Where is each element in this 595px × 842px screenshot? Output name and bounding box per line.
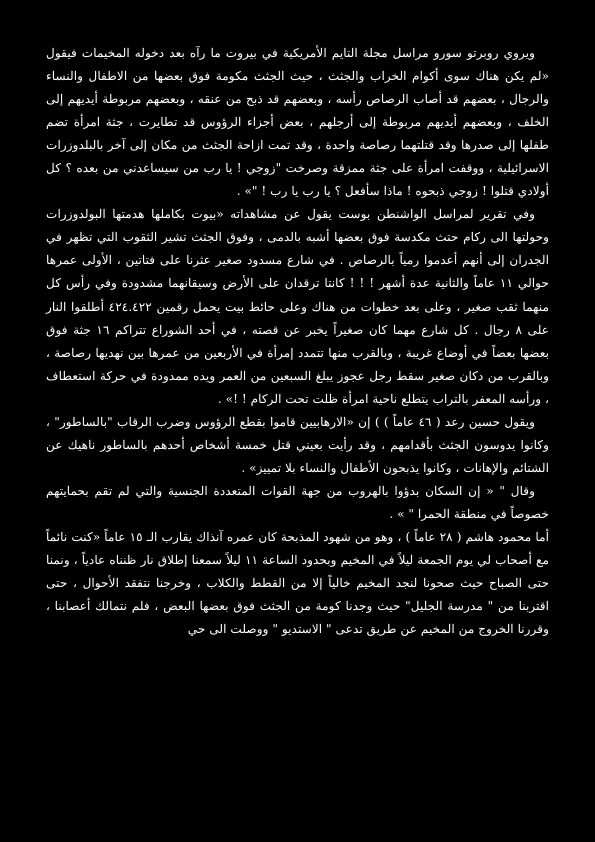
paragraph-3: ويقول حسين رعد ( ٤٦ عاماً ) ) إن «الارهابيين قاموا بقطع الرؤوس وضرب الرقاب "بالساطور" ، وكانوا يدوسون الجثث بأقدامهم ، وقد رأيت بعيني قتل خمسة أشخاص أحدهم بالساطور ناهيك عن الشتائم والإهانات ، وكانوا يذبحون الأطفال والنساء بلا تمييز» .: [46, 414, 549, 475]
paragraph-2: وفي تقرير لمراسل الواشنطن بوست يقول عن مشاهداته «بيوت بكاملها هدمتها البولدوزرات وحولتها الى ركام حتث مكدسة فوق بعضها أشبه بالدمى ، وفوق الجثث تشير الثقوب التي تظهر في الجدران إلى أنهم أعدموا رمياً بالرصاص . في شارع مسدود صغير عثرنا على فتاتين ، الأولى عمرها حوالي ١١ عاماً والثانية عدة أشهر ! ! ! كانتا ترقدان على الأرض وسيقانهما مشدودة وفي رأس كل منهما ثقب صغير ، وعلى بعد خطوات من هناك وعلى حائط بيت يحمل رقمين ٤٢٤.٤٢٢ أطلقوا النار على ٨ رجال . كل شارع مهما كان صغيراً يخبر عن قصته ، في أحد الشوراع تتراكم ١٦ جثة فوق بعضها بعضاً في أوضاع غريبة ، وبالقرب منها تتمدد إمرأة في الأربعين من عمرها بين نهديها رصاصة ، وبالقرب من دكان صغير سقط رجل عجوز يبلغ السبعين من العمر ويده ممدودة في حركة استعطاف ، ورأسه المعفر بالتراب يتطلع ناحية امرأة ظلت تحت الركام ! !» .: [46, 207, 550, 406]
paragraph-4: وقال " « إن السكان بدؤوا بالهروب من جهة القوات المتعددة الجنسية والتي لم تقم بحمايتهم خصوصاً في منطقة الحمرا " » .: [46, 483, 549, 521]
paragraph-5: أما محمود هاشم ( ٢٨ عاماً ) ، وهو من شهود المذبحة كان عمره آنذاك يقارب الـ ١٥ عاماً «كنت نائماً مع أصحاب لي يوم الجمعة ليلاً في المخيم وبحدود الساعة ١١ ليلاً سمعنا إطلاق نار ظنناه عادياً ، ونمنا حتى الصباح حيث صحونا لنجد المخيم خالياً إلا من القطط والكلاب ، وخرجنا نتفقد الأحوال ، حتى اقتربنا من " مدرسة الجليل" حيث وجدنا كومة من الجثث فوق بعضها البعض ، فلم نتمالك أعصابنا ، وقررنا الخروج من المخيم عن طريق تدعى " الاستديو " ووصلت الى حي: [46, 529, 549, 637]
paragraph-1: ويروي روبرتو سورو مراسل مجلة التايم الأمريكية في بيروت ما رآه بعد دخوله المخيمات فيقول «لم يكن هناك سوى أكوام الخراب والجثث ، حيث الجثث مكومة فوق بعضها من الاطفال والنساء والرجال ، بعضهم قد أصاب الرصاص رأسه ، وبعضهم قد ذبح من عنقه ، وبعضهم مربوطة أيديهم إلى الخلف ، وبعضهم أيديهم مربوطة إلى أرجلهم ، بعض أجزاء الرؤوس قد تطايرت ، جثة امرأة تضم طفلها إلى صدرها وقد قتلتهما رصاصة واحدة ، وقد تمت ازاحة الجثث من مكان إلى آخر بالبلدوزرات الاسرائيلية ، ووقفت امرأة على جثة ممزقة وصرخت "زوجي ! يا رب من سيساعدني من بعده ؟ كل أولادي قتلوا ! زوجي ذبحوه ! ماذا سأفعل ؟ يا رب يا رب ! "» .: [46, 46, 549, 199]
body-text: [46, 42, 549, 641]
